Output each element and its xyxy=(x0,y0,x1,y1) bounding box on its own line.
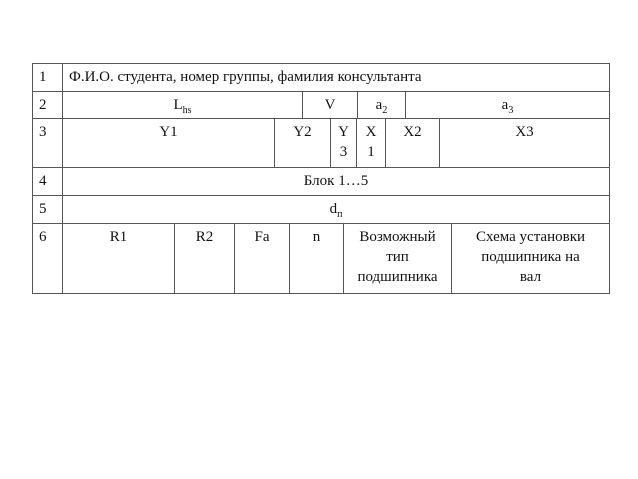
n-cell: n xyxy=(289,224,343,293)
fa-cell: Fa xyxy=(234,224,289,293)
lhs-symbol: L xyxy=(173,97,183,113)
table-row-6 xyxy=(32,223,610,293)
mounting-scheme-cell xyxy=(451,224,610,293)
a2-symbol: a xyxy=(375,97,383,113)
table-row-2 xyxy=(32,91,610,118)
dn-subscript: п xyxy=(337,209,343,220)
row-number: 4 xyxy=(32,168,62,195)
bearing-type-line-2: тип xyxy=(386,249,409,265)
mounting-scheme-line-1: Схема установки xyxy=(475,229,586,245)
bearing-type-line-1: Возможный xyxy=(359,229,436,245)
x2-cell: X2 xyxy=(385,119,439,167)
student-info-cell: Ф.И.О. студента, номер группы, фамилия консультанта xyxy=(62,64,610,91)
x1-cell xyxy=(356,119,385,167)
r1-cell: R1 xyxy=(62,224,174,293)
x3-cell: X3 xyxy=(439,119,610,167)
table-row-1 xyxy=(32,63,610,91)
row-number: 1 xyxy=(32,64,62,91)
x1-line-2: 1 xyxy=(367,144,375,160)
r2-cell: R2 xyxy=(174,224,234,293)
row-number: 3 xyxy=(32,119,62,167)
y3-line-1: Y xyxy=(338,124,349,140)
dn-symbol: d xyxy=(329,201,338,217)
v-cell: V xyxy=(302,92,357,118)
row-number: 6 xyxy=(32,224,62,293)
table-row-3 xyxy=(32,118,610,167)
dn-cell xyxy=(62,196,610,223)
block-cell: Блок 1…5 xyxy=(62,168,610,195)
a2-cell xyxy=(357,92,405,118)
lhs-cell xyxy=(62,92,302,118)
table-row-5 xyxy=(32,195,610,223)
mounting-scheme-line-3: вал xyxy=(519,269,542,285)
table-bottom-border xyxy=(32,293,610,294)
mounting-scheme-line-2: подшипника на xyxy=(481,249,580,265)
row-number: 2 xyxy=(32,92,62,118)
row-number: 5 xyxy=(32,196,62,223)
y2-cell: Y2 xyxy=(274,119,330,167)
y1-cell: Y1 xyxy=(62,119,274,167)
a3-cell xyxy=(405,92,610,118)
a3-symbol: a xyxy=(501,97,509,113)
table-row-4 xyxy=(32,167,610,195)
bearing-type-line-3: подшипника xyxy=(357,269,438,285)
bearing-type-cell xyxy=(343,224,451,293)
y3-line-2: 3 xyxy=(339,144,348,160)
y3-cell xyxy=(330,119,356,167)
a2-subscript: 2 xyxy=(382,105,388,116)
a3-subscript: 3 xyxy=(508,105,514,116)
lhs-subscript: hs xyxy=(182,105,192,116)
x1-line-1: X xyxy=(365,124,377,140)
